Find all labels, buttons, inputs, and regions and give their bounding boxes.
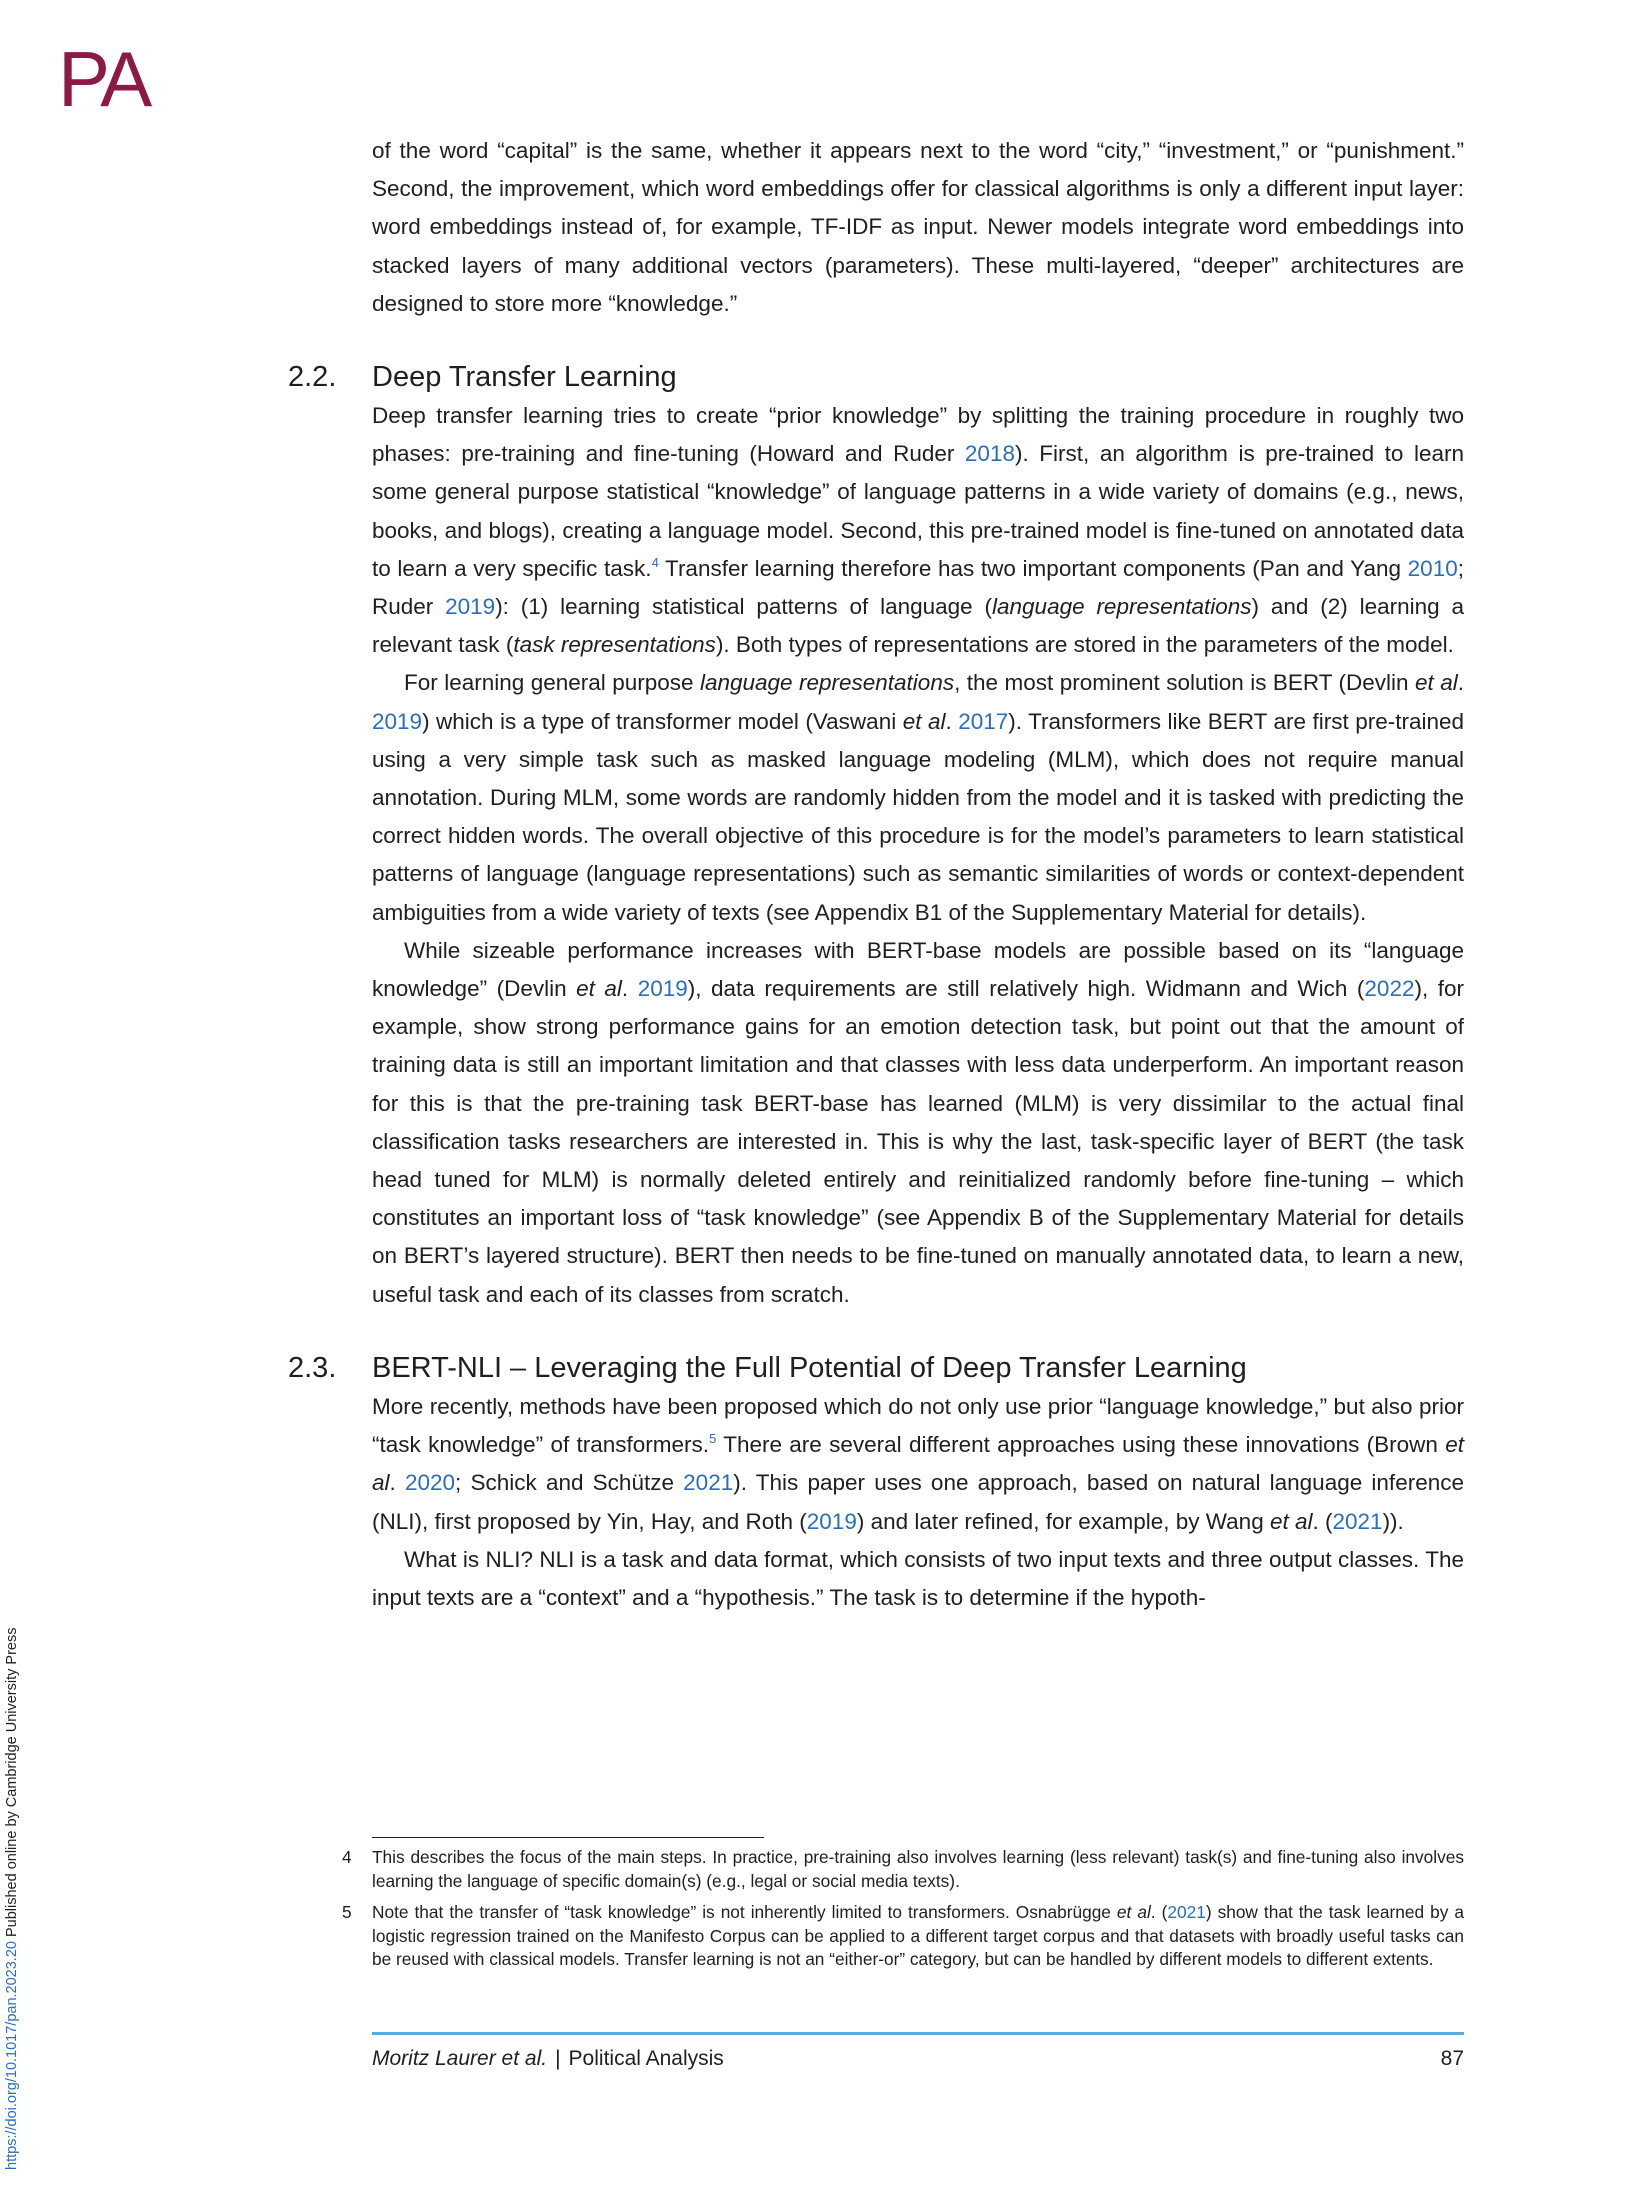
footnotes bbox=[342, 1846, 1464, 1980]
footnote-ref-4[interactable]: 4 bbox=[651, 554, 659, 570]
section-number: 2.2. bbox=[288, 361, 337, 394]
footnote-ref-5[interactable]: 5 bbox=[709, 1431, 717, 1447]
section-heading-2-3 bbox=[288, 1348, 1464, 1388]
citation-link[interactable]: 2019 bbox=[372, 708, 423, 734]
citation-link[interactable]: 2019 bbox=[806, 1508, 857, 1534]
intro-paragraph: of the word “capital” is the same, whether it appears next to the word “city,” “investment,” or “punishment.” Second, the improvement, which word embeddings offer for classical algorithms is only a different input layer: word embeddings instead of, for example, TF-IDF as input. Newer models integrate word embeddings into stacked layers of many additional vectors (parameters). These multi-layered, “deeper” architectures are designed to store more “knowledge.” bbox=[372, 138, 1464, 316]
article-body bbox=[288, 132, 1465, 1617]
paragraph-2-3-1: More recently, methods have been proposed which do not only use prior “language knowledge,” but also prior “task knowledge” of transformers.$^5$ There are several different approaches using these innovations (Brown et al. 2020; Schick and Schütze 2021). This paper uses one approach, based on natural language inference (NLI), first proposed by Yin, Hay, and Roth (2019) and later refined, for example, by Wang et al. (2021)). bbox=[372, 1393, 1465, 1534]
footer-authors: Moritz Laurer et al. bbox=[372, 2047, 548, 2070]
footnote-divider bbox=[372, 1837, 764, 1838]
footnote-number: 5 bbox=[342, 1902, 352, 1922]
doi-sidebar bbox=[2, 1628, 22, 2170]
citation-link[interactable]: 2019 bbox=[445, 594, 496, 620]
citation-link[interactable]: 2021 bbox=[683, 1470, 734, 1496]
page-number: 87 bbox=[1440, 2047, 1464, 2070]
citation-link[interactable]: 2010 bbox=[1407, 555, 1458, 581]
footnote-text: This describes the focus of the main steps. In practice, pre-training also involves learning (less relevant) task(s) and fine-tuning also involves learning the language of specific domain(s) (e.g., legal or social media texts). bbox=[372, 1847, 1464, 1891]
footnote-number: 4 bbox=[342, 1847, 352, 1867]
footnote-text: Note that the transfer of “task knowledge” is not inherently limited to transformers. Osnabrügge et al. (2021) show that the task learned by a logistic regression trained on the Manifesto Corpus can be applied to a different target corpus and that datasets with broadly useful tasks can be reused with classical models. Transfer learning is not an “either-or” category, but can be handled by different models to different extents. bbox=[372, 1902, 1464, 1969]
citation-link[interactable]: 2017 bbox=[958, 708, 1009, 734]
section-title: Deep Transfer Learning bbox=[372, 361, 677, 394]
footnote-4 bbox=[342, 1846, 1464, 1893]
paragraph-2-2-3: While sizeable performance increases with BERT-base models are possible based on its “language knowledge” (Devlin et al. 2019), data requirements are still relatively high. Widmann and Wich (2022), for example, show strong performance gains for an emotion detection task, but point out that the amount of training data is still an important limitation and that classes with less data underperform. An important reason for this is that the pre-training task BERT-base has learned (MLM) is very dissimilar to the actual final classification tasks researchers are interested in. This is why the last, task-specific layer of BERT (the task head tuned for MLM) is normally deleted entirely and reinitialized randomly before fine-tuning – which constitutes an important loss of “task knowledge” (see Appendix B of the Supplementary Material for details on BERT’s layered structure). BERT then needs to be fine-tuned on manually annotated data, to learn a new, useful task and each of its classes from scratch. bbox=[372, 937, 1465, 1307]
citation-link[interactable]: 2021 bbox=[1332, 1508, 1383, 1534]
paragraph-2-2-1: Deep transfer learning tries to create “prior knowledge” by splitting the training procedure in roughly two phases: pre-training and fine-tuning (Howard and Ruder 2018). First, an algorithm is pre-trained to learn some general purpose statistical “knowledge” of language patterns in a wide variety of domains (e.g., news, books, and blogs), creating a language model. Second, this pre-trained model is fine-tuned on annotated data to learn a very specific task.$^4$ Transfer learning therefore has two important components (Pan and Yang 2010; Ruder 2019): (1) learning statistical patterns of language (language representations) and (2) learning a relevant task (task representations). Both types of representations are stored in the parameters of the model. bbox=[372, 403, 1464, 658]
journal-logo: PA bbox=[58, 35, 149, 123]
paragraph-2-3-2: What is NLI? NLI is a task and data format, which consists of two input texts and three output classes. The input texts are a “context” and a “hypothesis.” The task is to determine if the hypoth- bbox=[372, 1546, 1464, 1610]
paragraph-2-2-2: For learning general purpose language representations, the most prominent solution is BERT (Devlin et al. 2019) which is a type of transformer model (Vaswani et al. 2017). Transformers like BERT are first pre-trained using a very simple task such as masked language modeling (MLM), which does not require manual annotation. During MLM, some words are randomly hidden from the model and it is tasked with predicting the correct hidden words. The overall objective of this procedure is for the model’s parameters to learn statistical patterns of language (language representations) such as semantic similarities of words or context-dependent ambiguities from a wide variety of texts (see Appendix B1 of the Supplementary Material for details). bbox=[372, 670, 1464, 925]
section-number: 2.3. bbox=[288, 1351, 337, 1384]
section-heading-2-2 bbox=[288, 357, 1464, 397]
page-footer bbox=[372, 2044, 1464, 2074]
citation-link[interactable]: 2021 bbox=[1167, 1902, 1206, 1922]
publisher-note: Published online by Cambridge University Press bbox=[4, 1627, 20, 1942]
footer-divider bbox=[372, 2032, 1464, 2035]
section-title: BERT-NLI – Leveraging the Full Potential of Deep Transfer Learning bbox=[372, 1351, 1247, 1384]
citation-link[interactable]: 2018 bbox=[964, 441, 1015, 467]
footer-separator: | bbox=[555, 2047, 561, 2070]
citation-link[interactable]: 2020 bbox=[404, 1470, 456, 1496]
journal-name: Political Analysis bbox=[568, 2047, 724, 2070]
footnote-5 bbox=[342, 1901, 1464, 1972]
citation-link[interactable]: 2019 bbox=[637, 976, 688, 1002]
doi-link[interactable]: https://doi.org/10.1017/pan.2023.20 bbox=[4, 1941, 20, 2170]
citation-link[interactable]: 2022 bbox=[1364, 976, 1415, 1002]
